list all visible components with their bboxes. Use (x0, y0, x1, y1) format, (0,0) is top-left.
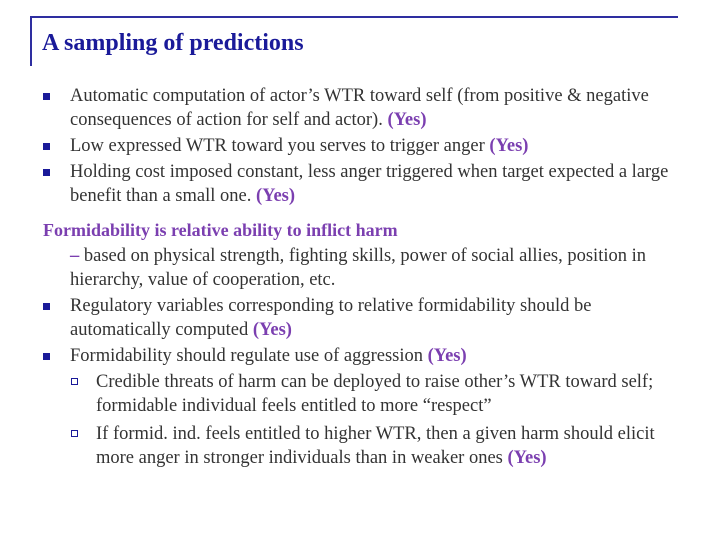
bullet-text: Holding cost imposed constant, less anger triggered when target expected a large benefit than a small one. (70, 162, 669, 206)
hollow-square-bullet-icon (71, 430, 78, 437)
yes-tag: (Yes) (252, 320, 292, 340)
square-bullet-icon (43, 303, 50, 310)
bullet-text: Automatic computation of actor’s WTR toward self (from positive & negative consequences of action for self and actor). (70, 86, 649, 130)
dash-mark: – (70, 246, 80, 266)
hollow-square-bullet-icon (71, 378, 78, 385)
yes-tag: (Yes) (507, 448, 547, 468)
bullet-text: Low expressed WTR toward you serves to trigger anger (70, 136, 490, 156)
yes-tag: (Yes) (489, 136, 529, 156)
sub-bullet-item (43, 422, 683, 470)
sub-bullet-text: Credible threats of harm can be deployed to raise other’s WTR toward self; formidable individual feels entitled to more “respect” (96, 372, 654, 416)
top-rule (30, 16, 678, 18)
bullet-item (43, 84, 683, 132)
yes-tag: (Yes) (427, 346, 467, 366)
bullet-item (43, 134, 683, 158)
section-heading: Formidability is relative ability to inflict harm (43, 220, 398, 240)
subnote-text: based on physical strength, fighting skills, power of social allies, position in hierarchy, value of cooperation, etc. (70, 246, 646, 290)
slide-content (43, 84, 683, 474)
square-bullet-icon (43, 353, 50, 360)
sub-bullet-text: If formid. ind. feels entitled to higher WTR, then a given harm should elicit more anger in stronger individuals than in weaker ones (96, 424, 655, 468)
slide-title: A sampling of predictions (42, 30, 304, 56)
yes-tag: (Yes) (387, 110, 427, 130)
square-bullet-icon (43, 143, 50, 150)
bullet-item (43, 294, 683, 342)
subnote (43, 244, 683, 292)
square-bullet-icon (43, 93, 50, 100)
square-bullet-icon (43, 169, 50, 176)
bullet-item (43, 160, 683, 208)
left-rule (30, 16, 32, 66)
bullet-text: Regulatory variables corresponding to relative formidability should be automatically computed (70, 296, 592, 340)
bullet-text: Formidability should regulate use of aggression (70, 346, 428, 366)
yes-tag: (Yes) (255, 186, 296, 206)
bullet-item (43, 344, 683, 368)
sub-bullet-item (43, 370, 683, 418)
